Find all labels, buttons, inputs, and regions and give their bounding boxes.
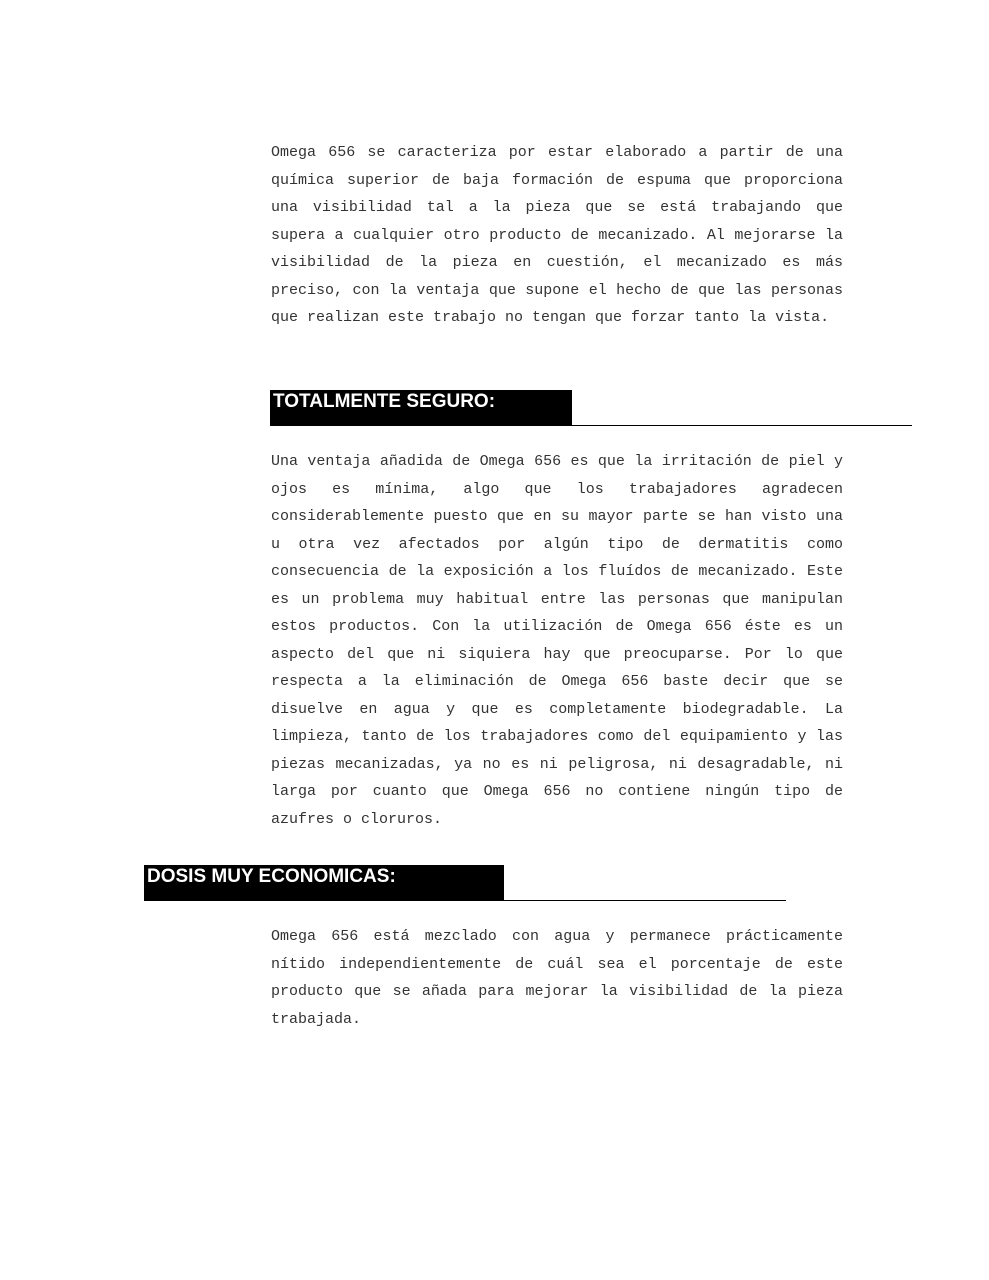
- section-heading-label: DOSIS MUY ECONOMICAS:: [144, 865, 504, 900]
- section-heading-totalmente-seguro: [270, 390, 912, 426]
- section-heading-label: TOTALMENTE SEGURO:: [270, 390, 572, 425]
- intro-paragraph: Omega 656 se caracteriza por estar elaborado a partir de una química superior de baja formación de espuma que proporciona una visibilidad tal a la pieza que se está trabajando que supera a cualquier otro producto de mecanizado. Al mejorarse la visibilidad de la pieza en cuestión, el mecanizado es más preciso, con la ventaja que supone el hecho de que las personas que realizan este trabajo no tengan que forzar tanto la vista.: [271, 144, 843, 326]
- section-body-dosis-muy-economicas: Omega 656 está mezclado con agua y permanece prácticamente nítido independientemente de cuál sea el porcentaje de este producto que se añada para mejorar la visibilidad de la pieza trabajada.: [271, 928, 843, 1028]
- section-heading-dosis-muy-economicas: [144, 865, 786, 901]
- section-body-totalmente-seguro: Una ventaja añadida de Omega 656 es que la irritación de piel y ojos es mínima, algo que los trabajadores agradecen considerablemente puesto que en su mayor parte se han visto una u otra vez afectados por algún tipo de dermatitis como consecuencia de la exposición a los fluídos de mecanizado. Este es un problema muy habitual entre las personas que manipulan estos productos. Con la utilización de Omega 656 éste es un aspecto del que ni siquiera hay que preocuparse. Por lo que respecta a la eliminación de Omega 656 baste decir que se disuelve en agua y que es completamente biodegradable. La limpieza, tanto de los trabajadores como del equipamiento y las piezas mecanizadas, ya no es ni peligrosa, ni desagradable, ni larga por cuanto que Omega 656 no contiene ningún tipo de azufres o cloruros.: [271, 453, 843, 828]
